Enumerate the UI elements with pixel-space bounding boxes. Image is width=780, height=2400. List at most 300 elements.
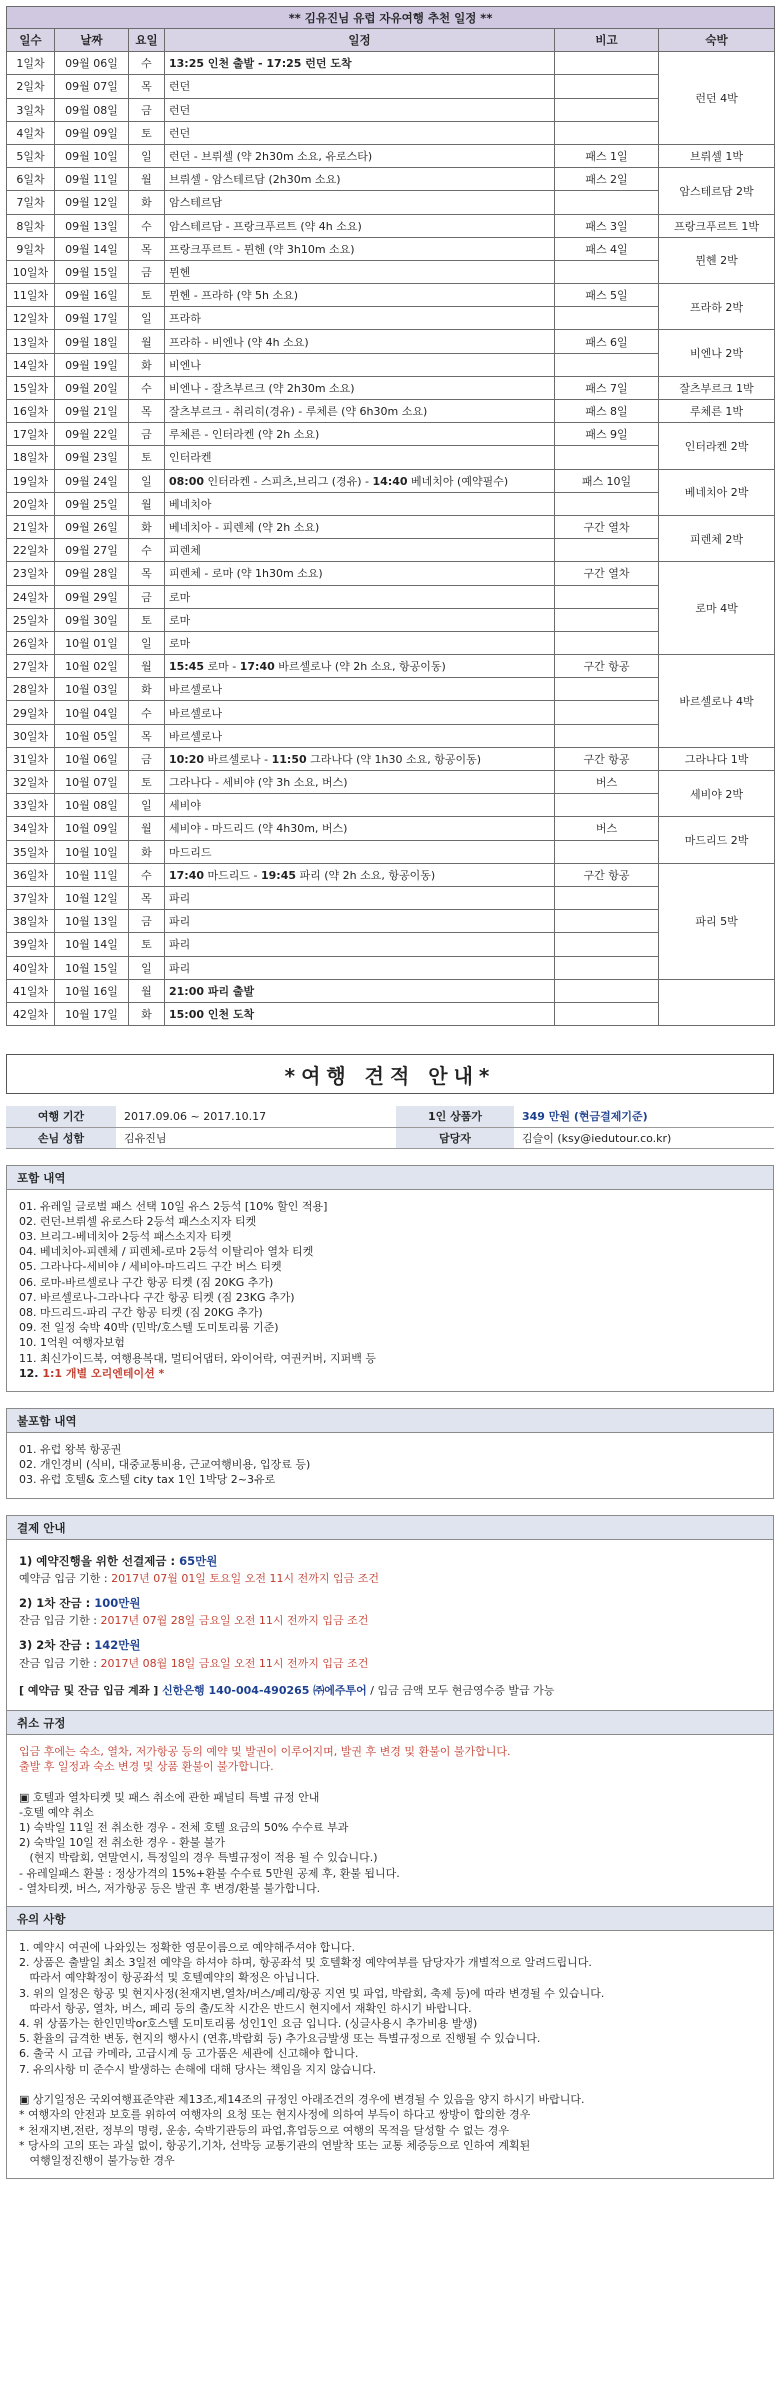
notes-body [7,1931,773,2178]
weekday-cell: 일 [129,631,165,654]
schedule-text: 파리 [169,938,191,952]
weekday-cell: 목 [129,562,165,585]
day-cell: 25일차 [7,608,55,631]
schedule-text: 프랑크푸르트 - 뮌헨 (약 3h10m 소요) [169,242,355,256]
excluded-item: 03. 유럽 호텔& 호스텔 city tax 1인 1박당 2~3유로 [19,1473,276,1487]
schedule-cell [165,979,555,1002]
day-cell: 12일차 [7,307,55,330]
note-cell: 구간 항공 [555,863,659,886]
stay-cell: 뮌헨 2박 [659,237,775,283]
payment-section [6,1515,774,1711]
day-cell: 11일차 [7,284,55,307]
itinerary-row [7,52,775,75]
payment-account [19,1683,761,1698]
date-cell: 10월 17일 [55,1002,129,1025]
day-cell: 42일차 [7,1002,55,1025]
date-cell: 09월 29일 [55,585,129,608]
date-cell: 10월 12일 [55,886,129,909]
weekday-cell: 화 [129,1002,165,1025]
weekday-cell: 수 [129,214,165,237]
day-cell: 19일차 [7,469,55,492]
schedule-text: 세비야 - 마드리드 (약 4h30m, 버스) [169,822,348,836]
date-cell: 09월 14일 [55,237,129,260]
payment-step-label: 3) 2차 잔금 : [19,1638,95,1653]
schedule-cell [165,1002,555,1025]
note-cell [555,52,659,75]
itinerary-row [7,469,775,492]
included-special-text: 1:1 개별 오리엔테이션 * [42,1366,165,1380]
note-cell [555,1002,659,1025]
date-cell: 10월 05일 [55,724,129,747]
schedule-cell [165,98,555,121]
note-cell [555,701,659,724]
excluded-item: 02. 개인경비 (식비, 대중교통비용, 근교여행비용, 입장료 등) [19,1458,311,1472]
day-cell: 5일차 [7,144,55,167]
weekday-cell: 금 [129,747,165,770]
schedule-cell [165,214,555,237]
schedule-text: 뮌헨 [169,265,191,279]
weekday-cell: 월 [129,979,165,1002]
date-cell: 10월 11일 [55,863,129,886]
note-cell [555,539,659,562]
cancel-section [6,1711,774,1907]
weekday-cell: 토 [129,446,165,469]
schedule-text: 파리 (약 2h 소요, 항공이동) [296,868,436,882]
schedule-cell [165,469,555,492]
weekday-cell: 일 [129,469,165,492]
weekday-cell: 토 [129,284,165,307]
cancel-warning: 입금 후에는 숙소, 열차, 저가항공 등의 예약 및 발권이 이루어지며, 발권 후 변경 및 환불이 불가합니다. [19,1745,511,1759]
itinerary-row [7,863,775,886]
day-cell: 33일차 [7,794,55,817]
note-line: 2. 상품은 출발일 최소 3일전 예약을 하셔야 하며, 항공좌석 및 호텔확정 예약여부를 담당자가 개별적으로 알려드립니다. [19,1956,592,1970]
day-cell: 30일차 [7,724,55,747]
payment-step-amount: 100만원 [94,1596,141,1611]
header-days: 일수 [7,29,55,52]
schedule-cell [165,515,555,538]
cancel-rule: -호텔 예약 취소 [19,1805,94,1819]
cancel-rule: (현지 박람회, 연말연시, 특정일의 경우 특별규정이 적용 될 수 있습니다.) [19,1851,378,1865]
note-cell: 패스 4일 [555,237,659,260]
weekday-cell: 토 [129,121,165,144]
schedule-cell [165,400,555,423]
included-section [6,1165,774,1392]
spacer [19,1774,761,1789]
schedule-cell [165,585,555,608]
cancel-rule: 2) 숙박일 10일 전 취소한 경우 - 환불 불가 [19,1836,225,1850]
payment-deadline-text: 2017년 08월 18일 금요일 오전 11시 전까지 입금 조건 [100,1656,369,1670]
note-cell [555,307,659,330]
payment-deadline-label: 잔금 입금 기한 : [19,1656,101,1670]
price-note: (현금결제기준) [570,1110,648,1124]
note-cell: 패스 9일 [555,423,659,446]
date-cell: 09월 11일 [55,168,129,191]
date-cell: 09월 24일 [55,469,129,492]
note-line: 7. 유의사항 미 준수시 발생하는 손해에 대해 당사는 책임을 지지 않습니다. [19,2062,377,2076]
schedule-cell [165,863,555,886]
schedule-cell [165,376,555,399]
note-cell [555,631,659,654]
itinerary-row [7,376,775,399]
included-item: 05. 그라나다-세비야 / 세비야-마드리드 구간 버스 티켓 [19,1260,282,1274]
payment-step-amount: 142만원 [94,1638,141,1653]
weekday-cell: 화 [129,353,165,376]
schedule-cell [165,191,555,214]
schedule-time: 21:00 파리 출발 [169,984,255,998]
schedule-text: 런던 [169,80,191,94]
itinerary-title: ** 김유진님 유럽 자유여행 추천 일정 ** [7,7,775,29]
itinerary-row [7,979,775,1002]
quote-info-table [6,1106,774,1149]
schedule-text: 로마 - [204,660,240,674]
weekday-cell: 목 [129,724,165,747]
day-cell: 7일차 [7,191,55,214]
day-cell: 9일차 [7,237,55,260]
note-cell: 패스 7일 [555,376,659,399]
stay-cell: 바르셀로나 4박 [659,655,775,748]
note-cell [555,794,659,817]
weekday-cell: 일 [129,307,165,330]
schedule-cell [165,771,555,794]
note-cell [555,353,659,376]
schedule-cell [165,655,555,678]
itinerary-row [7,655,775,678]
included-special-prefix: 12. [19,1366,43,1380]
weekday-cell: 금 [129,423,165,446]
day-cell: 37일차 [7,886,55,909]
day-cell: 27일차 [7,655,55,678]
schedule-text: 피렌체 - 로마 (약 1h30m 소요) [169,567,323,581]
payment-step-deadline [19,1571,761,1586]
schedule-text: 루체른 - 인터라켄 (약 2h 소요) [169,428,320,442]
note-cell [555,979,659,1002]
weekday-cell: 수 [129,52,165,75]
account-number: 신한은행 140-004-490265 ㈜에주투어 [162,1683,367,1697]
day-cell: 17일차 [7,423,55,446]
schedule-text: 파리 [169,915,191,929]
note-line: 3. 위의 일정은 항공 및 현지사정(천재지변,열차/버스/페리/항공 지연 및 파업, 박람회, 축제 등)에 따라 변경될 수 있습니다. [19,1986,605,2000]
weekday-cell: 화 [129,678,165,701]
schedule-text: 베네치아 - 피렌체 (약 2h 소요) [169,521,320,535]
payment-step-amount: 65만원 [179,1553,218,1568]
stay-cell: 암스테르담 2박 [659,168,775,214]
weekday-cell: 금 [129,585,165,608]
itinerary-row [7,400,775,423]
schedule-text: 그라나다 (약 1h30 소요, 항공이동) [306,752,482,766]
note-cell [555,678,659,701]
itinerary-row [7,168,775,191]
day-cell: 2일차 [7,75,55,98]
payment-title: 결제 안내 [7,1516,773,1540]
date-cell: 09월 22일 [55,423,129,446]
schedule-cell [165,423,555,446]
note-line: 따라서 예약확정이 항공좌석 및 호텔예약의 확정은 아닙니다. [19,1971,320,1985]
schedule-time: 08:00 [169,474,205,488]
payment-deadline-text: 2017년 07월 01일 토요일 오전 11시 전까지 입금 조건 [111,1571,380,1585]
stay-cell: 마드리드 2박 [659,817,775,863]
itinerary-row [7,284,775,307]
schedule-cell [165,168,555,191]
schedule-cell [165,910,555,933]
payment-deadline-label: 잔금 입금 기한 : [19,1614,101,1628]
stay-cell: 루체른 1박 [659,400,775,423]
schedule-text: 바르셀로나 - [204,752,272,766]
weekday-cell: 월 [129,655,165,678]
stay-cell: 런던 4박 [659,52,775,145]
stay-cell: 프라하 2박 [659,284,775,330]
itinerary-row [7,817,775,840]
itinerary-row [7,515,775,538]
schedule-cell [165,608,555,631]
note-cell [555,260,659,283]
note-cell: 버스 [555,817,659,840]
schedule-text: 파리 [169,892,191,906]
schedule-text: 베네치아 [169,497,212,511]
schedule-text: 로마 [169,636,191,650]
period-label: 여행 기간 [6,1106,116,1127]
note-line: * 천재지변,전란, 정부의 명령, 운송, 숙박기관등의 파업,휴업등으로 여행의 목적을 달성할 수 없는 경우 [19,2123,509,2137]
schedule-text: 암스테르담 [169,196,223,210]
note-cell: 패스 10일 [555,469,659,492]
schedule-cell [165,260,555,283]
price-value: 349 만원 [522,1110,571,1124]
note-cell [555,886,659,909]
cancel-title: 취소 규정 [7,1711,773,1735]
stay-cell: 비엔나 2박 [659,330,775,376]
weekday-cell: 수 [129,701,165,724]
date-cell: 09월 08일 [55,98,129,121]
day-cell: 4일차 [7,121,55,144]
schedule-cell [165,817,555,840]
schedule-cell [165,307,555,330]
note-line: 여행일정진행이 불가능한 경우 [19,2153,175,2167]
included-item: 11. 최신가이드북, 여행용복대, 멀티어댑터, 와이어락, 여권커버, 지퍼백 등 [19,1351,376,1365]
date-cell: 10월 02일 [55,655,129,678]
day-cell: 36일차 [7,863,55,886]
day-cell: 20일차 [7,492,55,515]
date-cell: 10월 03일 [55,678,129,701]
day-cell: 29일차 [7,701,55,724]
note-line: 4. 위 상품가는 한인민박or호스텔 도미토리룸 성인1인 요금 입니다. (싱글사용시 추가비용 발생) [19,2017,478,2031]
excluded-list [7,1433,773,1498]
schedule-text: 비엔나 [169,358,201,372]
note-cell [555,840,659,863]
note-line: 1. 예약시 여권에 나와있는 정확한 영문이름으로 예약해주셔야 합니다. [19,1941,355,1955]
day-cell: 24일차 [7,585,55,608]
itinerary-row [7,214,775,237]
day-cell: 3일차 [7,98,55,121]
payment-step-heading [19,1638,761,1653]
schedule-cell [165,724,555,747]
weekday-cell: 월 [129,168,165,191]
schedule-cell [165,539,555,562]
schedule-cell [165,678,555,701]
schedule-text: 바르셀로나 [169,683,223,697]
day-cell: 32일차 [7,771,55,794]
weekday-cell: 일 [129,794,165,817]
included-item: 07. 바르셀로나-그라나다 구간 항공 티켓 (짐 23KG 추가) [19,1290,295,1304]
stay-cell: 프랑크푸르트 1박 [659,214,775,237]
weekday-cell: 수 [129,539,165,562]
stay-cell: 세비야 2박 [659,771,775,817]
date-cell: 09월 17일 [55,307,129,330]
schedule-cell [165,52,555,75]
weekday-cell: 월 [129,492,165,515]
stay-cell: 로마 4박 [659,562,775,655]
schedule-cell [165,933,555,956]
date-cell: 09월 21일 [55,400,129,423]
payment-step-label: 1) 예약진행을 위한 선결제금 : [19,1553,180,1568]
schedule-time: 14:40 [372,474,408,488]
note-cell [555,910,659,933]
payment-step-heading [19,1596,761,1611]
schedule-text: 비엔나 - 잘츠부르크 (약 2h30m 소요) [169,381,355,395]
weekday-cell: 토 [129,771,165,794]
itinerary-row [7,747,775,770]
note-cell [555,585,659,608]
date-cell: 09월 07일 [55,75,129,98]
weekday-cell: 화 [129,191,165,214]
note-line [19,2077,761,2092]
note-cell [555,75,659,98]
schedule-cell [165,446,555,469]
weekday-cell: 목 [129,75,165,98]
account-label: [ 예약금 및 잔금 입금 계좌 ] [19,1683,163,1697]
note-cell [555,724,659,747]
date-cell: 09월 27일 [55,539,129,562]
schedule-cell [165,956,555,979]
weekday-cell: 월 [129,817,165,840]
note-line: * 여행자의 안전과 보호를 위하여 여행자의 요청 또는 현지사정에 의하여 부득이 하다고 쌍방이 합의한 경우 [19,2108,531,2122]
note-cell: 버스 [555,771,659,794]
schedule-text: 그라나다 - 세비야 (약 3h 소요, 버스) [169,776,348,790]
day-cell: 34일차 [7,817,55,840]
note-cell: 구간 열차 [555,515,659,538]
day-cell: 16일차 [7,400,55,423]
date-cell: 10월 10일 [55,840,129,863]
note-cell [555,121,659,144]
weekday-cell: 화 [129,515,165,538]
payment-step-deadline [19,1656,761,1671]
date-cell: 10월 04일 [55,701,129,724]
day-cell: 14일차 [7,353,55,376]
date-cell: 09월 09일 [55,121,129,144]
date-cell: 09월 28일 [55,562,129,585]
manager-value: 김슬이 (ksy@iedutour.co.kr) [514,1127,774,1148]
date-cell: 10월 06일 [55,747,129,770]
schedule-text: 인터라켄 - 스피츠,브리그 (경유) - [204,474,373,488]
itinerary-row [7,144,775,167]
cancel-rule: ▣ 호텔과 열차티켓 및 패스 취소에 관한 패널티 특별 규정 안내 [19,1790,320,1804]
day-cell: 18일차 [7,446,55,469]
day-cell: 13일차 [7,330,55,353]
note-cell [555,191,659,214]
schedule-time: 13:25 인천 출발 - 17:25 런던 도착 [169,57,352,71]
schedule-cell [165,237,555,260]
day-cell: 23일차 [7,562,55,585]
weekday-cell: 금 [129,260,165,283]
included-item: 06. 로마-바르셀로나 구간 항공 티켓 (짐 20KG 추가) [19,1275,274,1289]
itinerary-header-row [7,29,775,52]
header-schedule: 일정 [165,29,555,52]
note-cell: 구간 열차 [555,562,659,585]
day-cell: 21일차 [7,515,55,538]
included-item: 08. 마드리드-파리 구간 항공 티켓 (짐 20KG 추가) [19,1305,263,1319]
schedule-cell [165,144,555,167]
note-cell: 패스 6일 [555,330,659,353]
header-stay: 숙박 [659,29,775,52]
date-cell: 09월 10일 [55,144,129,167]
note-line: ▣ 상기일정은 국외여행표준약관 제13조,제14조의 규정인 아래조건의 경우에 변경될 수 있음을 양지 하시기 바랍니다. [19,2093,585,2107]
included-item: 09. 전 일정 숙박 40박 (민박/호스텔 도미토리룸 기준) [19,1321,279,1335]
weekday-cell: 수 [129,376,165,399]
schedule-text: 베네치아 (예약필수) [407,474,509,488]
date-cell: 10월 15일 [55,956,129,979]
schedule-time: 19:45 [260,868,296,882]
stay-cell: 베네치아 2박 [659,469,775,515]
note-cell: 구간 항공 [555,655,659,678]
weekday-cell: 월 [129,330,165,353]
note-cell [555,492,659,515]
day-cell: 10일차 [7,260,55,283]
day-cell: 1일차 [7,52,55,75]
schedule-cell [165,840,555,863]
schedule-text: 런던 [169,126,191,140]
schedule-cell [165,794,555,817]
weekday-cell: 목 [129,237,165,260]
cancel-rule: - 열차티켓, 버스, 저가항공 등은 발권 후 변경/환불 불가합니다. [19,1881,321,1895]
schedule-text: 인터라켄 [169,451,212,465]
schedule-time: 15:00 인천 도착 [169,1007,255,1021]
note-line: 따라서 항공, 열차, 버스, 페리 등의 출/도착 시간은 반드시 현지에서 재확인 하시기 바랍니다. [19,2001,472,2015]
schedule-time: 11:50 [271,752,307,766]
included-list [7,1190,773,1391]
schedule-cell [165,75,555,98]
schedule-text: 바르셀로나 [169,706,223,720]
cancel-warning: 출발 후 일정과 숙소 변경 및 상품 환불이 불가합니다. [19,1760,274,1774]
stay-cell: 피렌체 2박 [659,515,775,561]
payment-deadline-label: 예약금 입금 기한 : [19,1571,112,1585]
itinerary-body [7,52,775,1026]
schedule-cell [165,330,555,353]
payment-deadline-text: 2017년 07월 28일 금요일 오전 11시 전까지 입금 조건 [100,1614,369,1628]
day-cell: 8일차 [7,214,55,237]
date-cell: 10월 07일 [55,771,129,794]
price-label: 1인 상품가 [396,1106,514,1127]
weekday-cell: 금 [129,910,165,933]
header-note: 비고 [555,29,659,52]
note-cell: 구간 항공 [555,747,659,770]
schedule-time: 10:20 [169,752,205,766]
day-cell: 31일차 [7,747,55,770]
included-item: 01. 유레일 글로벌 패스 선택 10일 유스 2등석 [10% 할인 적용] [19,1199,328,1213]
date-cell: 09월 30일 [55,608,129,631]
itinerary-row [7,771,775,794]
date-cell: 09월 15일 [55,260,129,283]
day-cell: 28일차 [7,678,55,701]
schedule-cell [165,747,555,770]
period-value: 2017.09.06 ~ 2017.10.17 [116,1106,396,1127]
date-cell: 10월 09일 [55,817,129,840]
schedule-text: 피렌체 [169,544,201,558]
date-cell: 10월 13일 [55,910,129,933]
note-cell: 패스 2일 [555,168,659,191]
schedule-text: 로마 [169,613,191,627]
account-note: / 입금 금액 모두 현금영수증 발급 가능 [366,1683,555,1697]
note-cell: 패스 3일 [555,214,659,237]
schedule-time: 17:40 [169,868,205,882]
schedule-cell [165,886,555,909]
